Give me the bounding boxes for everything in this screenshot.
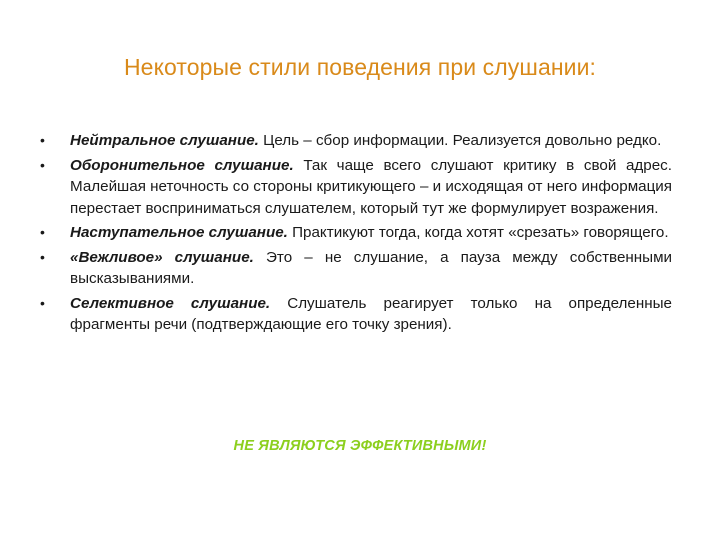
item-term: Нейтральное слушание. [70,132,259,149]
bullet-icon: • [40,224,45,240]
list-item-polite [40,247,672,290]
slide-title: Некоторые стили поведения при слушании: [123,54,597,80]
conclusion-text: НЕ ЯВЛЯЮТСЯ ЭФФЕКТИВНЫМИ! [233,438,487,454]
list-item-defensive [40,155,672,220]
item-text: Это – не слушание, а пауза между собственными высказываниями. [70,248,673,287]
item-text: Цель – сбор информации. Реализуется довольно редко. [258,132,662,149]
item-text: Так чаще всего слушают критику в свой адрес. Малейшая неточность со стороны критикующего – и исходящая от него информация перестает восприниматься слушателем, который тут же формулирует возражения. [70,156,672,217]
bullet-icon: • [40,132,45,148]
list-item-selective [40,293,672,336]
item-text: Слушатель реагирует только на определенные фрагменты речи (подтверждающие его точку зрения). [70,294,672,333]
bullet-icon: • [40,248,45,265]
bullet-icon: • [40,294,45,311]
item-term: Оборонительное слушание. [70,156,294,174]
list-item-offensive [40,222,672,244]
item-term: «Вежливое» слушание. [70,248,254,266]
item-text: Практикуют тогда, когда хотят «срезать» говорящего. [287,224,669,241]
bullet-icon: • [40,156,45,173]
item-term: Селективное слушание. [70,294,271,312]
item-term: Наступательное слушание. [70,224,288,241]
list-item-neutral [40,130,672,152]
bullet-list [40,130,672,339]
